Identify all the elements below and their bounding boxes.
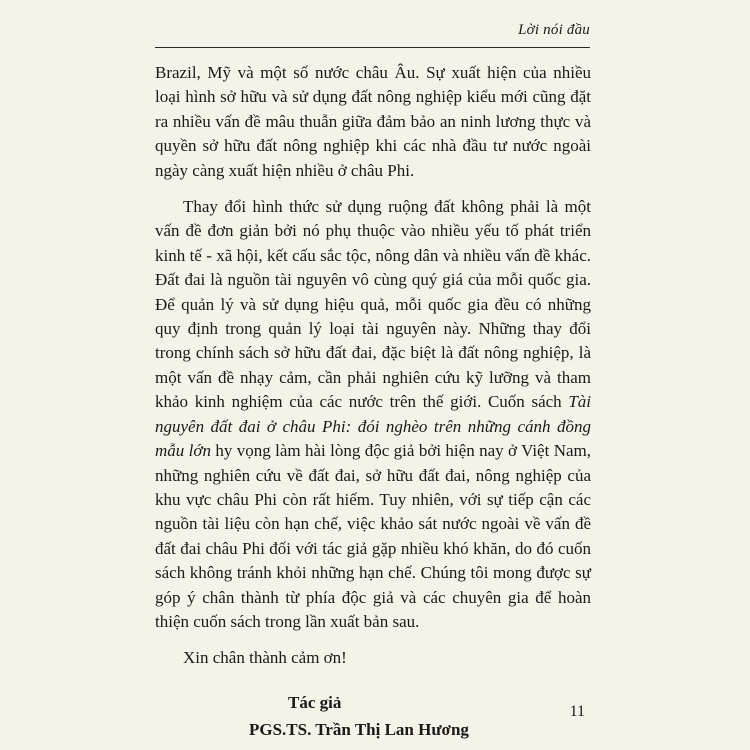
signature-block [155,690,591,742]
paragraph-1-text: Brazil, Mỹ và một số nước châu Âu. Sự xuất hiện của nhiều loại hình sở hữu và sử dụng đất nông nghiệp kiểu mới cũng đặt ra nhiều vấn đề mâu thuẫn giữa đảm bảo an ninh lương thực và quyền sở hữu đất nông nghiệp khi các nhà đầu tư nước ngoài ngày càng xuất hiện nhiều ở châu Phi. [155,63,591,180]
signature-role: Tác giả [288,692,342,712]
paragraph-1 [155,61,591,183]
paragraph-2-text-start: Thay đổi hình thức sử dụng ruộng đất không phải là một vấn đề đơn giản bởi nó phụ thuộc vào nhiều yếu tố phát triển kinh tế - xã hội, kết cấu sắc tộc, nông dân và nhiều vấn đề khác. Đất đai là nguồn tài nguyên vô cùng quý giá của mỗi quốc gia. Để quản lý và sử dụng hiệu quả, mỗi quốc gia đều có những quy định trong quản lý loại tài nguyên này. Những thay đổi trong chính sách sở hữu đất đai, đặc biệt là đất nông nghiệp, là một vấn đề nhạy cảm, cần phải nghiên cứu kỹ lưỡng và tham khảo kinh nghiệm của các nước trên thế giới. Cuốn sách [155,197,591,412]
page-body [155,61,591,742]
signature-name: PGS.TS. Trần Thị Lan Hương [249,719,469,739]
running-header-title: Lời nói đầu [518,22,590,38]
closing-line: Xin chân thành cảm ơn! [183,648,347,668]
page-number: 11 [569,703,585,720]
header-divider [155,47,590,48]
paragraph-2-text-end: hy vọng làm hài lòng độc giả bởi hiện nay ở Việt Nam, những nghiên cứu về đất đai, sở hữu đất đai, nông nghiệp của khu vực châu Phi còn rất hiếm. Tuy nhiên, với sự tiếp cận các nguồn tài liệu còn hạn chế, việc khảo sát nước ngoài về vấn đề đất đai châu Phi đối với tác giả gặp nhiều khó khăn, do đó cuốn sách không tránh khỏi những hạn chế. Chúng tôi mong được sự góp ý chân thành từ phía độc giả và các chuyên gia để hoàn thiện cuốn sách trong lần xuất bản sau. [155,441,591,631]
paragraph-2 [155,195,591,634]
book-title-italic: Tài nguyên đất đai ở châu Phi: đói nghèo trên những cánh đồng mẫu lớn [155,392,591,461]
